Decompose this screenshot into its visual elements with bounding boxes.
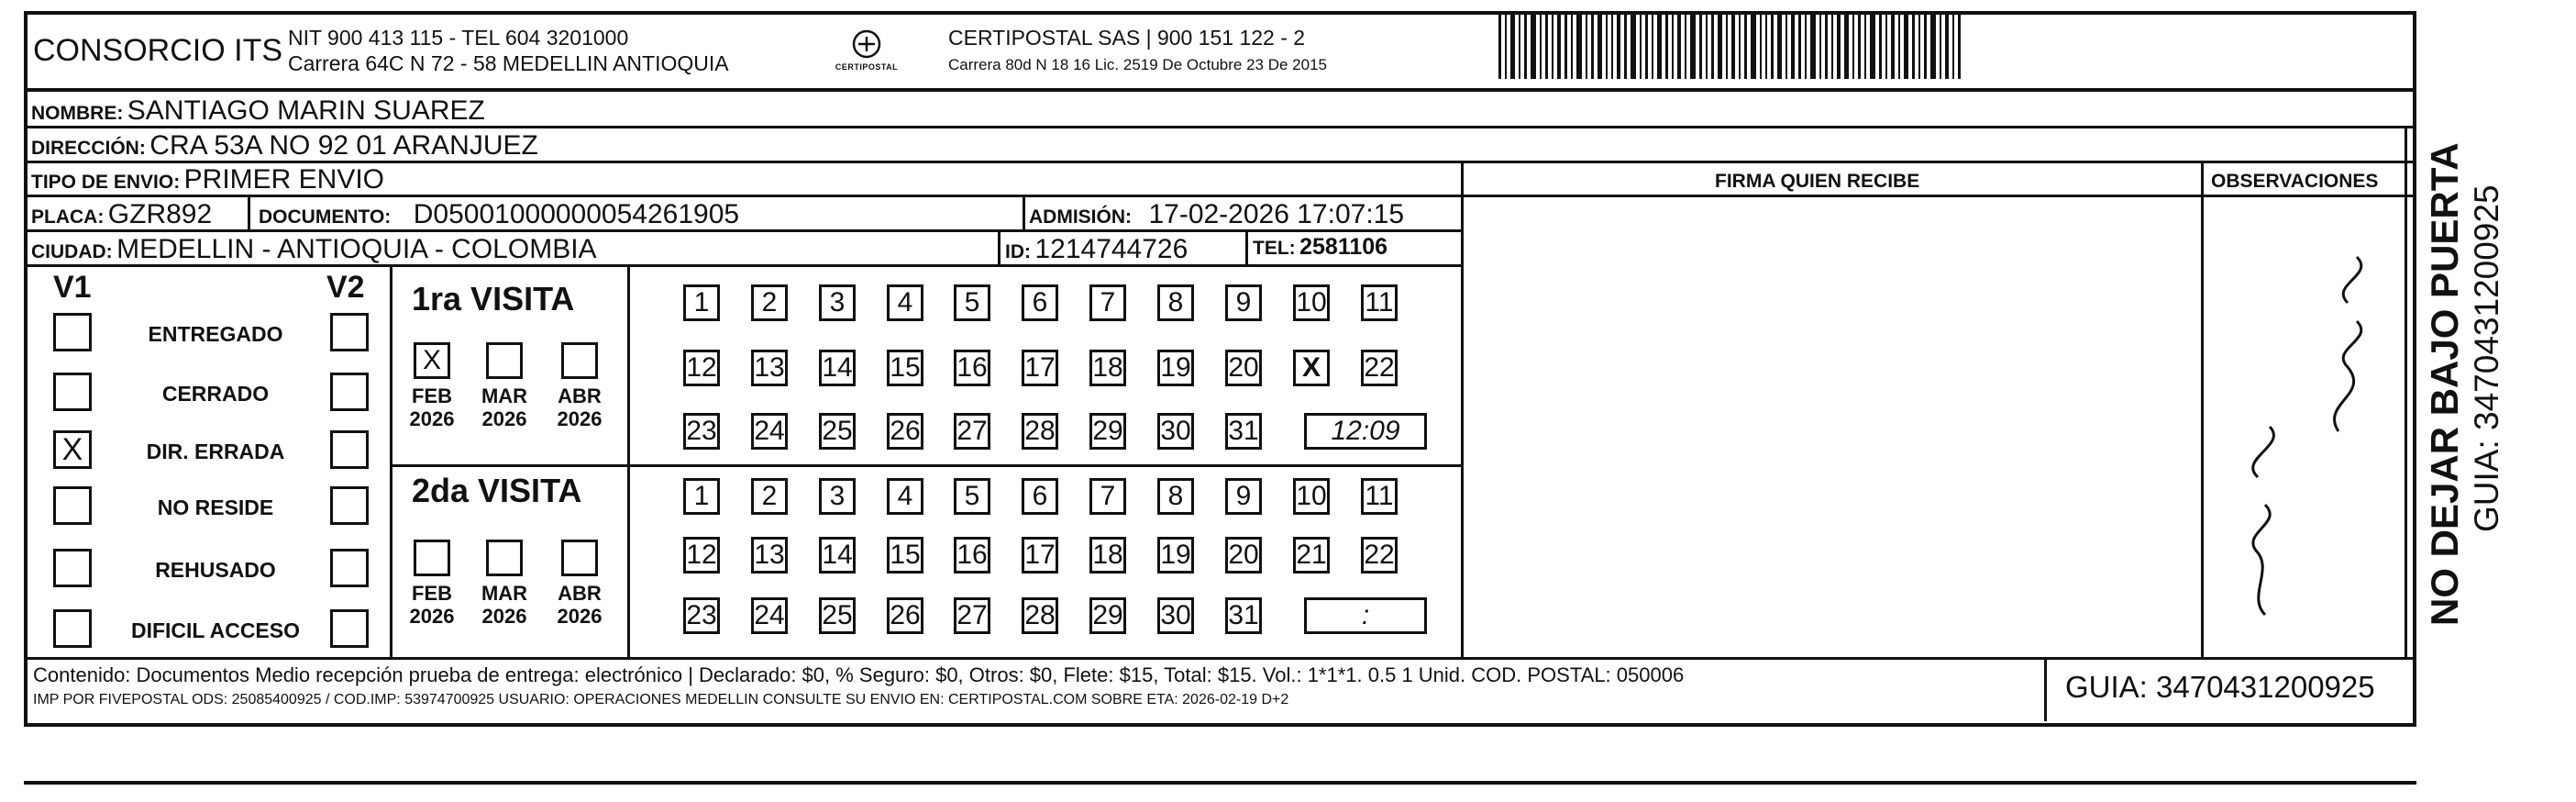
visit1-day-23[interactable]: 23 [683, 413, 720, 450]
visit2-day-8[interactable]: 8 [1157, 478, 1194, 515]
row-rule-2 [24, 161, 2416, 163]
visit1-day-6[interactable]: 6 [1022, 284, 1058, 321]
bottom-rule [24, 781, 2416, 785]
certipostal-logo [825, 26, 908, 77]
visit1-day-31[interactable]: 31 [1225, 413, 1262, 450]
visit2-title: 2da VISITA [412, 472, 582, 509]
visit2-day-10[interactable]: 10 [1293, 478, 1330, 515]
visit2-month-label: ABR 2026 [557, 582, 603, 629]
v1-checkbox-dificil-acceso[interactable] [53, 609, 92, 648]
company-line-1: NIT 900 413 115 - TEL 604 3201000 [288, 26, 629, 50]
plate-label: PLACA: [31, 206, 105, 228]
visit2-month-checkbox-feb[interactable] [414, 540, 450, 576]
visit2-time-field[interactable]: : [1304, 597, 1427, 634]
document: D05001000000054261905 [413, 199, 740, 229]
row-rule-3 [24, 195, 2416, 197]
side-notice: NO DEJAR BAJO PUERTA [2423, 142, 2466, 626]
visit1-title: 1ra VISITA [412, 280, 575, 317]
visit2-day-13[interactable]: 13 [751, 537, 788, 574]
tel-label: TEL: [1253, 238, 1296, 259]
name-label: NOMBRE: [31, 103, 124, 124]
visit1-day-3[interactable]: 3 [819, 284, 856, 321]
v2-label: V2 [326, 270, 365, 305]
visit2-month-label: FEB 2026 [409, 582, 455, 629]
recipient-name: SANTIAGO MARIN SUAREZ [127, 95, 485, 126]
city-label: CIUDAD: [31, 241, 113, 262]
visit2-day-15[interactable]: 15 [887, 537, 923, 574]
visit2-day-20[interactable]: 20 [1225, 537, 1262, 574]
v1-checkbox-entregado[interactable] [53, 313, 92, 351]
id-divider [998, 229, 1001, 264]
recipient-address: CRA 53A NO 92 01 ARANJUEZ [149, 130, 538, 161]
logo-text: CERTIPOSTAL [835, 62, 899, 72]
visit-divider [627, 264, 630, 657]
signature-label: FIRMA QUIEN RECIBE [1715, 171, 1920, 192]
header-rule [24, 88, 2416, 92]
visit2-month-label: MAR 2026 [481, 582, 528, 629]
visit1-day-16[interactable]: 16 [954, 350, 990, 386]
signature-scribble-icon [2210, 248, 2394, 633]
v2-checkbox-no-reside[interactable] [330, 486, 369, 525]
visit2-day-6[interactable]: 6 [1022, 478, 1058, 515]
visit1-day-28[interactable]: 28 [1022, 413, 1058, 450]
visit1-day-30[interactable]: 30 [1157, 413, 1194, 450]
signature-left-border [1461, 161, 1464, 657]
plate: GZR892 [107, 199, 213, 229]
status-option-label: CERRADO [161, 382, 270, 406]
row-rule-1 [24, 126, 2416, 128]
visit1-day-1[interactable]: 1 [683, 284, 720, 321]
v1-label: V1 [53, 270, 92, 305]
visit1-month-checkbox-mar[interactable] [486, 342, 523, 379]
plate-row [31, 201, 212, 228]
tel-divider [1245, 229, 1248, 264]
visit2-day-31[interactable]: 31 [1225, 597, 1262, 634]
footer-content: Contenido: Documentos Medio recepción prueba de entrega: electrónico | Declarado: $0, % Seguro: $0, Otros: $0, Flete: $15, Total: $15. Vol.: 1*1*1. 0.5 1 Unid. COD. POSTAL: 050006 [33, 663, 1685, 686]
visit1-day-9[interactable]: 9 [1225, 284, 1262, 321]
v2-checkbox-rehusado[interactable] [330, 549, 369, 587]
visit1-day-15[interactable]: 15 [887, 350, 923, 386]
visit2-day-25[interactable]: 25 [819, 597, 856, 634]
visit2-day-26[interactable]: 26 [887, 597, 923, 634]
visit1-day-27[interactable]: 27 [954, 413, 990, 450]
visit2-day-4[interactable]: 4 [887, 478, 923, 515]
visit2-day-2[interactable]: 2 [751, 478, 788, 515]
admission-label: ADMISIÓN: [1029, 206, 1132, 228]
id-number: 1214744726 [1034, 234, 1188, 264]
city: MEDELLIN - ANTIOQUIA - COLOMBIA [116, 234, 597, 264]
visit1-day-29[interactable]: 29 [1089, 413, 1126, 450]
visit1-day-7[interactable]: 7 [1089, 284, 1126, 321]
v2-checkbox-entregado[interactable] [330, 313, 369, 351]
visit1-day-2[interactable]: 2 [751, 284, 788, 321]
visit2-day-11[interactable]: 11 [1361, 478, 1398, 515]
status-option-label: NO RESIDE [157, 496, 274, 519]
visit1-day-19[interactable]: 19 [1157, 350, 1194, 386]
visit2-day-18[interactable]: 18 [1089, 537, 1126, 574]
company-name: CONSORCIO ITS [33, 33, 283, 68]
visit2-day-29[interactable]: 29 [1089, 597, 1126, 634]
visit2-day-28[interactable]: 28 [1022, 597, 1058, 634]
visit2-day-17[interactable]: 17 [1022, 537, 1058, 574]
plate-divider [248, 195, 250, 229]
status-divider [390, 264, 392, 657]
footer-rule [24, 657, 2416, 660]
visit1-day-26[interactable]: 26 [887, 413, 923, 450]
visit1-month-label: ABR 2026 [557, 384, 603, 431]
visit2-day-21[interactable]: 21 [1293, 537, 1330, 574]
document-row [259, 201, 739, 228]
visit2-month-checkbox-abr[interactable] [561, 540, 598, 576]
visit2-day-30[interactable]: 30 [1157, 597, 1194, 634]
visit1-day-24[interactable]: 24 [751, 413, 788, 450]
visit1-day-25[interactable]: 25 [819, 413, 856, 450]
visit1-day-12[interactable]: 12 [683, 350, 720, 386]
visit2-month-checkbox-mar[interactable] [486, 540, 523, 576]
address-label: DIRECCIÓN: [31, 138, 146, 159]
visit2-day-12[interactable]: 12 [683, 537, 720, 574]
status-option-label: DIFICIL ACCESO [130, 618, 300, 642]
visit2-day-22[interactable]: 22 [1361, 537, 1398, 574]
visit1-day-17[interactable]: 17 [1022, 350, 1058, 386]
side-guia: GUIA: 3470431200925 [2468, 184, 2505, 532]
v2-checkbox-dir-errada[interactable] [330, 430, 369, 469]
company-line-2: Carrera 64C N 72 - 58 MEDELLIN ANTIOQUIA [288, 51, 729, 75]
visit1-month-label: FEB 2026 [409, 384, 455, 431]
visit2-day-27[interactable]: 27 [954, 597, 990, 634]
visit2-day-1[interactable]: 1 [683, 478, 720, 515]
visit1-day-22[interactable]: 22 [1361, 350, 1398, 386]
visit2-day-9[interactable]: 9 [1225, 478, 1262, 515]
address-row [31, 132, 538, 160]
status-option-label: DIR. ERRADA [146, 440, 285, 463]
visit1-day-18[interactable]: 18 [1089, 350, 1126, 386]
visit2-day-7[interactable]: 7 [1089, 478, 1126, 515]
visit2-day-24[interactable]: 24 [751, 597, 788, 634]
status-option-label: REHUSADO [155, 558, 276, 582]
visit1-time-field[interactable]: 12:09 [1304, 413, 1427, 450]
courier-line-1: CERTIPOSTAL SAS | 900 151 122 - 2 [948, 26, 1306, 50]
visit1-day-11[interactable]: 11 [1361, 284, 1398, 321]
visit1-month-checkbox-abr[interactable] [561, 342, 598, 379]
footer-guia-divider [2044, 657, 2047, 721]
visit1-month-checkbox-feb[interactable]: X [414, 342, 450, 379]
visit1-day-4[interactable]: 4 [887, 284, 923, 321]
admission-row [1029, 201, 1404, 228]
v1-checkbox-rehusado[interactable] [53, 549, 92, 587]
v1-checkbox-dir-errada[interactable]: X [53, 430, 92, 469]
id-label: ID: [1005, 241, 1031, 262]
visit1-day-13[interactable]: 13 [751, 350, 788, 386]
visit1-day-5[interactable]: 5 [954, 284, 990, 321]
city-row [31, 236, 597, 263]
visit2-day-14[interactable]: 14 [819, 537, 856, 574]
observations-right-border [2405, 126, 2407, 657]
send-type-label: TIPO DE ENVIO: [31, 172, 181, 193]
v1-checkbox-cerrado[interactable] [53, 373, 92, 411]
visit2-day-5[interactable]: 5 [954, 478, 990, 515]
admission-divider [1023, 195, 1025, 229]
send-type-row [31, 166, 384, 194]
observations-label: OBSERVACIONES [2211, 171, 2379, 192]
document-label: DOCUMENTO: [259, 206, 392, 228]
v1-checkbox-no-reside[interactable] [53, 486, 92, 525]
visit1-day-14[interactable]: 14 [819, 350, 856, 386]
visit1-day-10[interactable]: 10 [1293, 284, 1330, 321]
visit2-day-23[interactable]: 23 [683, 597, 720, 634]
status-option-label: ENTREGADO [148, 322, 283, 346]
courier-line-2: Carrera 80d N 18 16 Lic. 2519 De Octubre 23 De 2015 [948, 56, 1327, 73]
footer-guia: GUIA: 3470431200925 [2065, 670, 2375, 704]
visit1-day-8[interactable]: 8 [1157, 284, 1194, 321]
tel: 2581106 [1299, 234, 1388, 260]
visit2-day-16[interactable]: 16 [954, 537, 990, 574]
id-row [1005, 236, 1188, 263]
v2-checkbox-cerrado[interactable] [330, 373, 369, 411]
name-row [31, 97, 485, 125]
barcode [1498, 15, 2140, 79]
v2-checkbox-dificil-acceso[interactable] [330, 609, 369, 648]
visit1-day-21[interactable]: X [1293, 350, 1330, 386]
tel-row [1253, 236, 1388, 259]
row-rule-5 [24, 264, 1461, 267]
visit2-day-3[interactable]: 3 [819, 478, 856, 515]
admission: 17-02-2026 17:07:15 [1148, 199, 1405, 229]
send-type: PRIMER ENVIO [183, 164, 385, 195]
visit1-day-20[interactable]: 20 [1225, 350, 1262, 386]
visit-rule [390, 464, 1461, 467]
visit2-day-19[interactable]: 19 [1157, 537, 1194, 574]
footer-imp: IMP POR FIVEPOSTAL ODS: 25085400925 / COD.IMP: 53974700925 USUARIO: OPERACIONES MEDELLIN CONSULTE SU ENVIO EN: CERTIPOSTAL.COM SOBRE ETA: 2026-02-19 D+2 [33, 692, 1289, 707]
visit1-month-label: MAR 2026 [481, 384, 528, 431]
observations-left-border [2201, 161, 2204, 657]
